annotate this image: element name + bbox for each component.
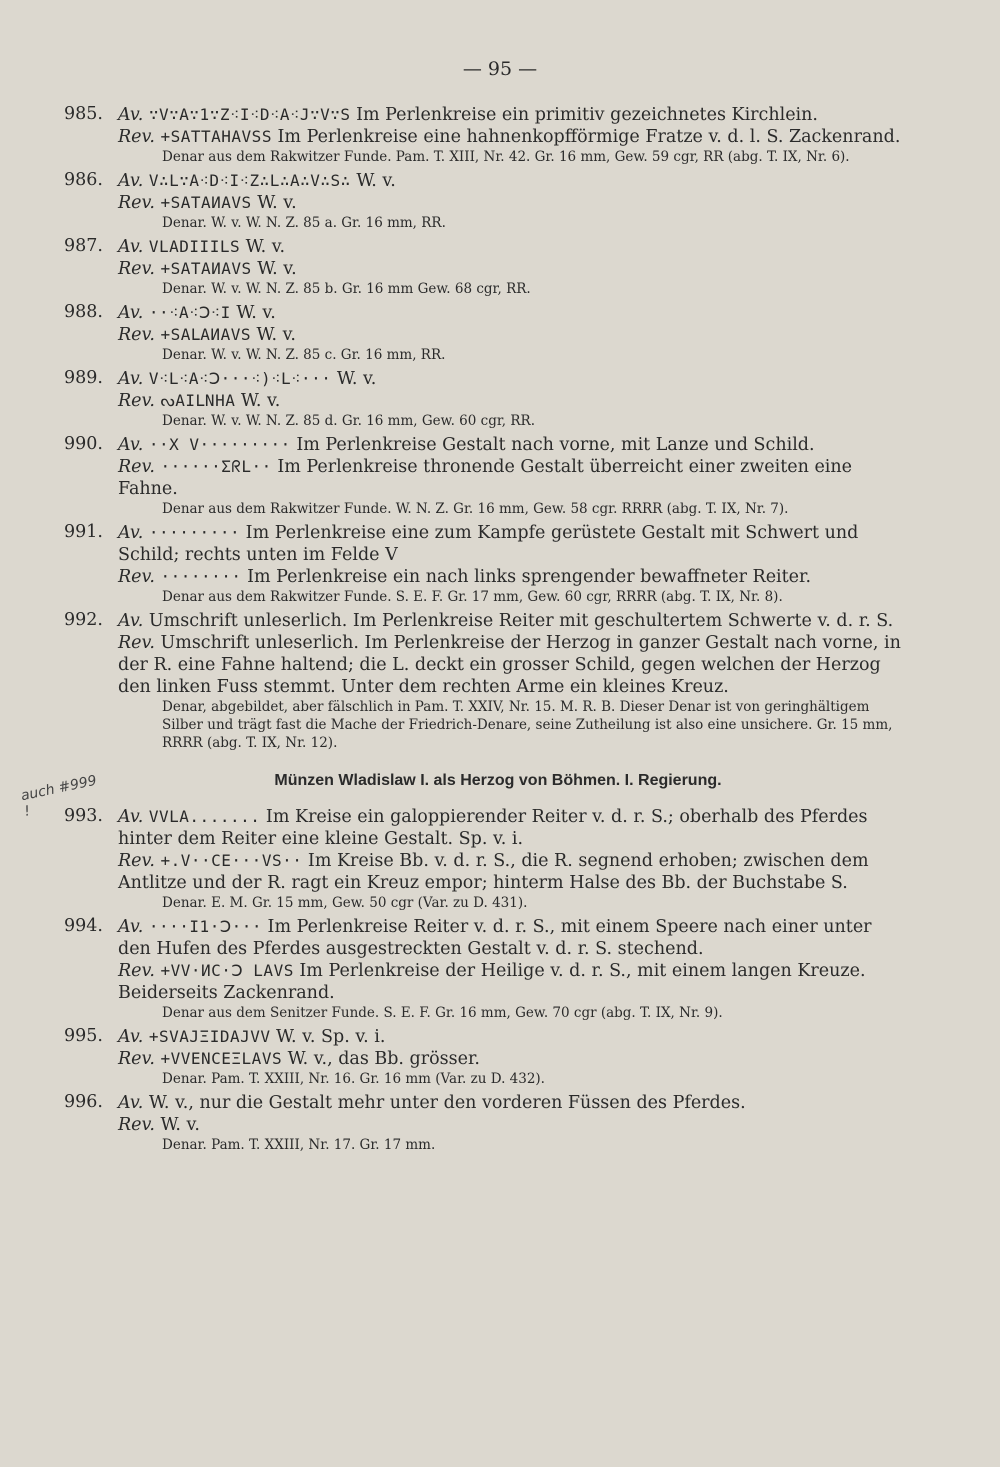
entry-number: 989. bbox=[64, 368, 103, 388]
description-text: W. v. bbox=[350, 171, 396, 191]
reverse-line bbox=[88, 390, 908, 412]
reverse-line bbox=[88, 324, 908, 346]
entry-note: Denar. W. v. W. N. Z. 85 d. Gr. 16 mm, Gew. 60 cgr, RR. bbox=[162, 413, 536, 429]
coin-legend: +SATAИAVS bbox=[160, 193, 252, 212]
entry-note: Denar. W. v. W. N. Z. 85 c. Gr. 16 mm, RR. bbox=[162, 347, 446, 363]
entry-number: 988. bbox=[64, 302, 103, 322]
section-heading: Münzen Wladislaw I. als Herzog von Böhmen. I. Regierung. bbox=[274, 772, 722, 789]
side-label: Av. bbox=[118, 611, 144, 631]
description-text: W. v., das Bb. grösser. bbox=[282, 1049, 480, 1069]
entry-note: Denar. W. v. W. N. Z. 85 a. Gr. 16 mm, RR. bbox=[162, 215, 446, 231]
obverse-line bbox=[88, 1092, 908, 1114]
catalog-entry bbox=[64, 236, 908, 298]
side-label: Av. bbox=[118, 1027, 144, 1047]
reverse-line bbox=[88, 126, 908, 148]
side-label: Av. bbox=[118, 237, 144, 257]
coin-legend: VLADIIILS bbox=[148, 237, 241, 256]
side-label: Av. bbox=[118, 917, 144, 937]
description-text: Im Perlenkreise eine zum Kampfe gerüstete Gestalt mit Schwert und Schild; rechts unten im Felde V bbox=[118, 523, 859, 565]
entry-number: 991. bbox=[64, 522, 103, 542]
reverse-line bbox=[88, 566, 908, 588]
entry-note: Denar. Pam. T. XXIII, Nr. 17. Gr. 17 mm. bbox=[162, 1137, 436, 1153]
side-label: Rev. bbox=[118, 391, 155, 411]
entry-number: 996. bbox=[64, 1092, 103, 1112]
coin-legend: ········· bbox=[148, 523, 241, 542]
catalog-entry bbox=[64, 170, 908, 232]
catalog-entry bbox=[64, 610, 908, 752]
coin-legend: ······ΣᖇL·· bbox=[160, 457, 272, 476]
obverse-line bbox=[88, 610, 908, 632]
entry-note: Denar. E. M. Gr. 15 mm, Gew. 50 cgr (Var. zu D. 431). bbox=[162, 895, 528, 911]
description-text: Umschrift unleserlich. Im Perlenkreise der Herzog in ganzer Gestalt nach vorne, in der R. eine Fahne haltend; die L. deckt ein grosser Schild, gegen welchen der Herzog den linken Fuss stemmt. Unter dem rechten Arme ein kleines Kreuz. bbox=[118, 633, 901, 697]
description-text: Im Perlenkreise Gestalt nach vorne, mit Lanze und Schild. bbox=[290, 435, 815, 455]
coin-legend: VVLA....... bbox=[148, 807, 261, 826]
entry-note: Denar aus dem Rakwitzer Funde. Pam. T. XIII, Nr. 42. Gr. 16 mm, Gew. 59 cgr, RR (abg. T. IX, Nr. 6). bbox=[162, 149, 850, 165]
coin-legend: ····I1·Ↄ··· bbox=[148, 917, 262, 936]
obverse-line bbox=[88, 1026, 908, 1048]
coin-legend: ∵V∵A∵1∵Z⁖I⁖D⁖A⁖J∵V∵S bbox=[148, 105, 351, 124]
side-label: Av. bbox=[118, 369, 144, 389]
description-text: Im Kreise Bb. v. d. r. S., die R. segnend erhoben; zwischen dem Antlitze und der R. ragt ein Kreuz empor; hinterm Halse des Bb. der Buchstabe S. bbox=[118, 851, 869, 893]
description-text: Im Perlenkreise ein nach links sprengender bewaffneter Reiter. bbox=[241, 567, 812, 587]
obverse-line bbox=[88, 170, 908, 192]
side-label: Rev. bbox=[118, 325, 155, 345]
description-text: Im Kreise ein galoppierender Reiter v. d. r. S.; oberhalb des Pferdes hinter dem Reiter eine kleine Gestalt. Sp. v. i. bbox=[118, 807, 868, 849]
page-number: — 95 — bbox=[462, 58, 538, 80]
description-text: Umschrift unleserlich. Im Perlenkreise Reiter mit geschultertem Schwerte v. d. r. S. bbox=[148, 611, 894, 631]
side-label: Rev. bbox=[118, 1049, 155, 1069]
reverse-line bbox=[88, 850, 908, 894]
coin-legend: +SAⅬAИAVS bbox=[160, 325, 251, 344]
coin-legend: ··⁖A⁖Ↄ⁖I bbox=[148, 303, 231, 322]
side-label: Rev. bbox=[118, 457, 155, 477]
entry-number: 986. bbox=[64, 170, 103, 190]
entry-number: 990. bbox=[64, 434, 103, 454]
description-text: W. v. bbox=[251, 259, 297, 279]
side-label: Av. bbox=[118, 807, 144, 827]
description-text: W. v. bbox=[251, 193, 297, 213]
catalog-entry bbox=[64, 1092, 908, 1154]
obverse-line bbox=[88, 368, 908, 390]
coin-legend: +.V··CE···VS·· bbox=[160, 851, 303, 870]
entry-number: 994. bbox=[64, 916, 103, 936]
catalog-entry bbox=[64, 806, 908, 912]
side-label: Rev. bbox=[118, 633, 155, 653]
reverse-line bbox=[88, 456, 908, 500]
coin-legend: ········ bbox=[160, 567, 242, 586]
coin-legend: ··X V········· bbox=[148, 435, 291, 454]
entry-note: Denar. W. v. W. N. Z. 85 b. Gr. 16 mm Gew. 68 cgr, RR. bbox=[162, 281, 531, 297]
reverse-line bbox=[88, 258, 908, 280]
catalog-entry bbox=[64, 916, 908, 1022]
entry-group-1 bbox=[64, 104, 908, 752]
handwritten-margin-note: auch #999 ! bbox=[19, 772, 99, 820]
side-label: Rev. bbox=[118, 851, 155, 871]
obverse-line bbox=[88, 302, 908, 324]
entry-note: Denar, abgebildet, aber fälschlich in Pam. T. XXIV, Nr. 15. M. R. B. Dieser Denar ist von geringhältigem Silber und trägt fast die Mache der Friedrich-Denare, seine Zutheilung ist also eine unsichere. Gr. 15 mm, RRRR (abg. T. IX, Nr. 12). bbox=[162, 699, 893, 751]
coin-legend: +VV·ИC·Ↄ LAVS bbox=[160, 961, 294, 980]
entry-number: 992. bbox=[64, 610, 103, 630]
entry-number: 993. bbox=[64, 806, 103, 826]
description-text: W. v., nur die Gestalt mehr unter den vorderen Füssen des Pferdes. bbox=[148, 1093, 746, 1113]
catalog-entry bbox=[64, 104, 908, 166]
description-text: W. v. bbox=[250, 325, 296, 345]
obverse-line bbox=[88, 434, 908, 456]
reverse-line bbox=[88, 1048, 908, 1070]
side-label: Av. bbox=[118, 303, 144, 323]
coin-legend: V∴L∵A⁖D⁖I⁖Z∴L∴A∴V∴S∴ bbox=[148, 171, 351, 190]
side-label: Rev. bbox=[118, 259, 155, 279]
coin-legend: +SATAИAVS bbox=[160, 259, 252, 278]
description-text: Im Perlenkreise eine hahnenkopfförmige Fratze v. d. l. S. Zackenrand. bbox=[271, 127, 901, 147]
description-text: W. v. bbox=[235, 391, 281, 411]
entry-number: 987. bbox=[64, 236, 103, 256]
description-text: W. v. bbox=[160, 1115, 200, 1135]
description-text: Im Perlenkreise ein primitiv gezeichnetes Kirchlein. bbox=[350, 105, 818, 125]
coin-legend: +SATTAHAVSS bbox=[160, 127, 272, 146]
obverse-line bbox=[88, 916, 908, 960]
entry-note: Denar aus dem Rakwitzer Funde. S. E. F. Gr. 17 mm, Gew. 60 cgr, RRRR (abg. T. IX, Nr. 8). bbox=[162, 589, 783, 605]
side-label: Rev. bbox=[118, 567, 155, 587]
catalog-entry bbox=[64, 302, 908, 364]
description-text: W. v. bbox=[331, 369, 377, 389]
coin-legend: V⁖L⁖A⁖Ↄ···⁖)⁖L⁖··· bbox=[148, 369, 332, 388]
obverse-line bbox=[88, 522, 908, 566]
description-text: W. v. bbox=[240, 237, 286, 257]
side-label: Av. bbox=[118, 1093, 144, 1113]
obverse-line bbox=[88, 806, 908, 850]
description-text: Im Perlenkreise thronende Gestalt überreicht einer zweiten eine Fahne. bbox=[118, 457, 853, 499]
side-label: Rev. bbox=[118, 1115, 155, 1135]
reverse-line bbox=[88, 192, 908, 214]
entry-note: Denar. Pam. T. XXIII, Nr. 16. Gr. 16 mm (Var. zu D. 432). bbox=[162, 1071, 545, 1087]
catalog-content bbox=[64, 104, 908, 1158]
entry-number: 995. bbox=[64, 1026, 103, 1046]
entry-number: 985. bbox=[64, 104, 103, 124]
coin-legend: ᔓAIⅬNHA bbox=[160, 391, 236, 410]
description-text: Im Perlenkreise Reiter v. d. r. S., mit einem Speere nach einer unter den Hufen des Pferdes ausgestreckten Gestalt v. d. r. S. stechend. bbox=[118, 917, 872, 959]
obverse-line bbox=[88, 236, 908, 258]
catalog-entry bbox=[64, 434, 908, 518]
entry-note: Denar aus dem Rakwitzer Funde. W. N. Z. Gr. 16 mm, Gew. 58 cgr. RRRR (abg. T. IX, Nr. 7). bbox=[162, 501, 789, 517]
reverse-line bbox=[88, 632, 908, 698]
side-label: Av. bbox=[118, 171, 144, 191]
coin-legend: +SVAJΞIDAJVV bbox=[148, 1027, 271, 1046]
catalog-entry bbox=[64, 368, 908, 430]
description-text: W. v. bbox=[230, 303, 276, 323]
side-label: Rev. bbox=[118, 127, 155, 147]
side-label: Rev. bbox=[118, 193, 155, 213]
entry-group-2 bbox=[64, 806, 908, 1154]
reverse-line bbox=[88, 960, 908, 1004]
side-label: Av. bbox=[118, 523, 144, 543]
catalog-entry bbox=[64, 522, 908, 606]
description-text: W. v. Sp. v. i. bbox=[270, 1027, 386, 1047]
description-text: Im Perlenkreise der Heilige v. d. r. S., mit einem langen Kreuze. Beiderseits Zackenrand. bbox=[118, 961, 866, 1003]
obverse-line bbox=[88, 104, 908, 126]
entry-note: Denar aus dem Senitzer Funde. S. E. F. Gr. 16 mm, Gew. 70 cgr (abg. T. IX, Nr. 9). bbox=[162, 1005, 723, 1021]
side-label: Rev. bbox=[118, 961, 155, 981]
side-label: Av. bbox=[118, 105, 144, 125]
reverse-line bbox=[88, 1114, 908, 1136]
catalog-entry bbox=[64, 1026, 908, 1088]
coin-legend: +VVENCEΞLAVS bbox=[160, 1049, 283, 1068]
side-label: Av. bbox=[118, 435, 144, 455]
